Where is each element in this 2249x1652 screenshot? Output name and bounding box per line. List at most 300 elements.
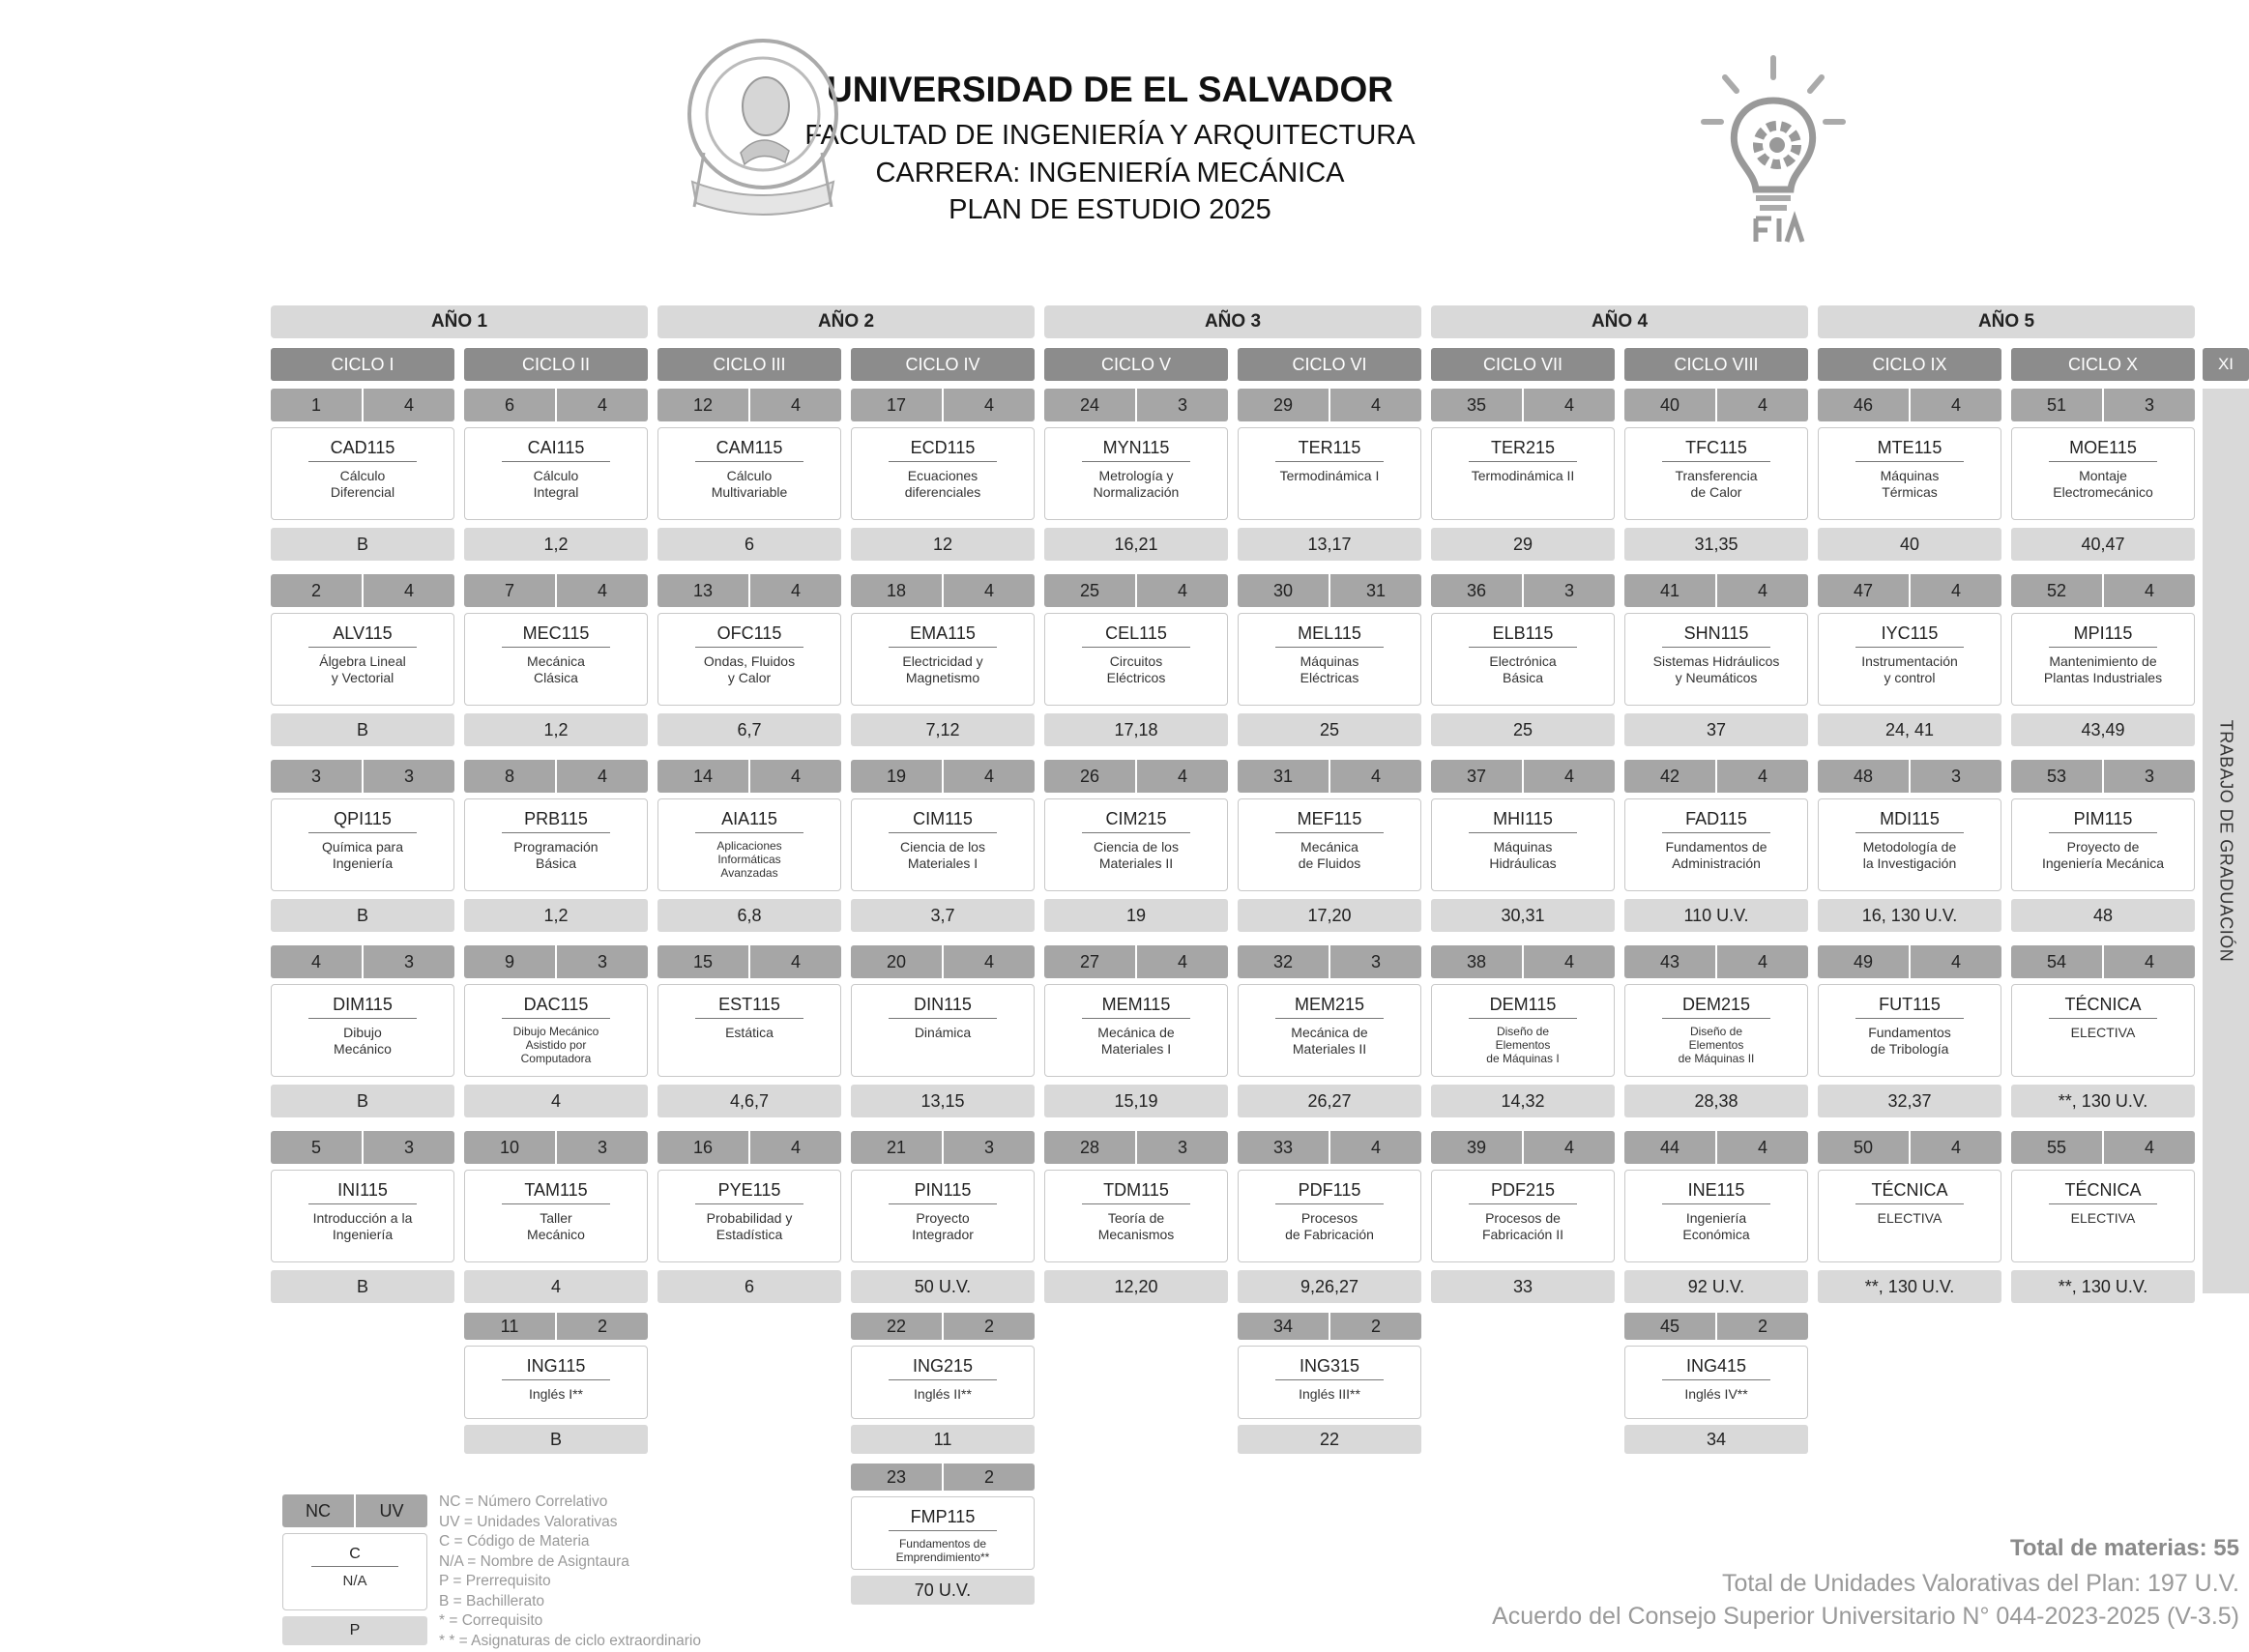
subject-code: MTE115 xyxy=(1855,438,1964,462)
legend-lines xyxy=(439,1493,701,1651)
subject-code: FUT115 xyxy=(1855,995,1964,1019)
subject-nc: 41 xyxy=(1624,574,1717,607)
subject-card xyxy=(851,984,1035,1077)
subject-nc: 11 xyxy=(464,1313,557,1340)
subject-nc-uv xyxy=(1044,389,1228,421)
subject-uv: 4 xyxy=(1177,767,1187,786)
cycle-header: CICLO IX xyxy=(1818,348,2001,381)
subject-nc: 22 xyxy=(851,1313,944,1340)
subject-nc-uv xyxy=(851,389,1035,421)
extra-subject-nc-uv xyxy=(464,1313,648,1340)
subject-code: FMP115 xyxy=(889,1507,997,1531)
subject-code: TFC115 xyxy=(1662,438,1770,462)
subject-prerequisite: 40,47 xyxy=(2011,528,2195,561)
header-title: UNIVERSIDAD DE EL SALVADOR xyxy=(827,70,1393,109)
subject-uv: 4 xyxy=(1370,1138,1381,1157)
subject-card xyxy=(271,1170,454,1262)
subject-code: TAM115 xyxy=(502,1180,610,1204)
subject-uv: 3 xyxy=(403,767,414,786)
subject-card xyxy=(657,1170,841,1262)
subject-nc-uv xyxy=(1624,574,1808,607)
subject-uv: 3 xyxy=(597,1138,607,1157)
subject-nc: 31 xyxy=(1238,760,1330,793)
subject-nc-uv xyxy=(657,574,841,607)
subject-name: Fundamentos de Tribología xyxy=(1868,1025,1951,1057)
subject-code: MEF115 xyxy=(1275,809,1384,833)
extra-subject-nc-uv xyxy=(851,1313,1035,1340)
subject-code: DAC115 xyxy=(502,995,610,1019)
subject-prerequisite: 50 U.V. xyxy=(851,1270,1035,1303)
subject-code: ING215 xyxy=(889,1356,997,1380)
subject-name: Inglés III** xyxy=(1299,1386,1360,1402)
subject-nc: 33 xyxy=(1238,1131,1330,1164)
subject-name: Termodinámica I xyxy=(1279,468,1380,483)
subject-uv: 3 xyxy=(1177,1138,1187,1157)
subject-prerequisite: 6 xyxy=(657,1270,841,1303)
subject-card xyxy=(1431,613,1615,706)
agreement-text: Acuerdo del Consejo Superior Universitario N° 044-2023-2025 (V-3.5) xyxy=(1492,1603,2239,1630)
subject-name: Inglés I** xyxy=(528,1386,584,1402)
subject-nc-uv xyxy=(657,760,841,793)
subject-name: Aplicaciones Informáticas Avanzadas xyxy=(716,839,782,880)
subject-nc: 55 xyxy=(2011,1131,2104,1164)
subject-code: PIN115 xyxy=(889,1180,997,1204)
subject-nc: 29 xyxy=(1238,389,1330,421)
subject-uv: 4 xyxy=(2144,952,2154,971)
subject-nc: 16 xyxy=(657,1131,750,1164)
subject-name: Mecánica de Materiales I xyxy=(1097,1025,1175,1057)
extra-subject-nc-uv xyxy=(1624,1313,1808,1340)
subject-card xyxy=(851,427,1035,520)
subject-name: Ciencia de los Materiales II xyxy=(1094,839,1179,871)
subject-nc-uv xyxy=(1624,1131,1808,1164)
subject-uv: 4 xyxy=(1950,1138,1961,1157)
subject-uv: 3 xyxy=(2144,395,2154,415)
subject-nc-uv xyxy=(464,1131,648,1164)
subject-nc-uv xyxy=(657,1131,841,1164)
subject-nc: 43 xyxy=(1624,945,1717,978)
subject-prerequisite: 92 U.V. xyxy=(1624,1270,1808,1303)
subject-name: Transferencia de Calor xyxy=(1675,468,1758,500)
cycle-header: CICLO IV xyxy=(851,348,1035,381)
cycle-header: CICLO V xyxy=(1044,348,1228,381)
subject-uv: 2 xyxy=(983,1317,994,1336)
legend-p: P xyxy=(282,1616,427,1645)
subject-nc-uv xyxy=(1431,945,1615,978)
subject-uv: 3 xyxy=(983,1138,994,1157)
subject-nc-uv xyxy=(2011,945,2195,978)
subject-card xyxy=(1431,1170,1615,1262)
subject-name: Diseño de Elementos de Máquinas I xyxy=(1486,1025,1560,1065)
subject-nc-uv xyxy=(464,389,648,421)
legend-line: B = Bachillerato xyxy=(439,1592,544,1609)
cycle-header: CICLO VIII xyxy=(1624,348,1808,381)
cycle-header: CICLO X xyxy=(2011,348,2195,381)
subject-code: MHI115 xyxy=(1469,809,1577,833)
subject-card xyxy=(464,427,648,520)
subject-code: ELB115 xyxy=(1469,623,1577,648)
subject-nc: 13 xyxy=(657,574,750,607)
subject-nc-uv xyxy=(1624,760,1808,793)
subject-prerequisite: 26,27 xyxy=(1238,1085,1421,1117)
subject-name: Ciencia de los Materiales I xyxy=(900,839,985,871)
subject-uv: 31 xyxy=(1365,581,1387,600)
subject-nc: 32 xyxy=(1238,945,1330,978)
subject-prerequisite: 3,7 xyxy=(851,899,1035,932)
subject-code: MEL115 xyxy=(1275,623,1384,648)
subject-prerequisite: 13,15 xyxy=(851,1085,1035,1117)
subject-prerequisite: 29 xyxy=(1431,528,1615,561)
subject-prerequisite: 6,7 xyxy=(657,713,841,746)
extra-subject-card xyxy=(1624,1346,1808,1419)
faculty-lightbulb-gear-logo xyxy=(1690,44,1864,244)
subject-nc-uv xyxy=(1431,574,1615,607)
subject-prerequisite: 37 xyxy=(1624,713,1808,746)
subject-prerequisite: 30,31 xyxy=(1431,899,1615,932)
subject-code: IYC115 xyxy=(1855,623,1964,648)
subject-prerequisite: 40 xyxy=(1818,528,2001,561)
subject-code: QPI115 xyxy=(308,809,417,833)
extra-subject-prerequisite: 11 xyxy=(851,1425,1035,1454)
subject-nc-uv xyxy=(1238,574,1421,607)
subject-code: TER115 xyxy=(1275,438,1384,462)
subject-card xyxy=(1818,613,2001,706)
subject-nc-uv xyxy=(657,945,841,978)
subject-uv: 3 xyxy=(1370,952,1381,971)
subject-code: CIM115 xyxy=(889,809,997,833)
subject-nc: 10 xyxy=(464,1131,557,1164)
subject-code: EST115 xyxy=(695,995,803,1019)
subject-code: PDF115 xyxy=(1275,1180,1384,1204)
subject-code: DIM115 xyxy=(308,995,417,1019)
year-header: AÑO 3 xyxy=(1044,305,1421,338)
subject-card xyxy=(1624,984,1808,1077)
subject-nc-uv xyxy=(1238,760,1421,793)
subject-nc-uv xyxy=(851,574,1035,607)
subject-nc: 25 xyxy=(1044,574,1137,607)
subject-name: Metrología y Normalización xyxy=(1093,468,1180,500)
subject-uv: 4 xyxy=(2144,581,2154,600)
subject-card xyxy=(2011,798,2195,891)
extra-subject-prerequisite: B xyxy=(464,1425,648,1454)
subject-uv: 4 xyxy=(983,395,994,415)
subject-uv: 3 xyxy=(403,1138,414,1157)
subject-uv: 2 xyxy=(1757,1317,1767,1336)
subject-nc: 48 xyxy=(1818,760,1911,793)
subject-nc: 17 xyxy=(851,389,944,421)
subject-uv: 4 xyxy=(1757,581,1767,600)
subject-prerequisite: 110 U.V. xyxy=(1624,899,1808,932)
subject-card xyxy=(657,427,841,520)
subject-card xyxy=(1238,613,1421,706)
subject-card xyxy=(271,984,454,1077)
subject-name: Cálculo Diferencial xyxy=(330,468,395,500)
subject-code: INE115 xyxy=(1662,1180,1770,1204)
subject-nc-uv xyxy=(851,945,1035,978)
legend-uv: UV xyxy=(379,1501,404,1521)
subject-nc-uv xyxy=(1044,1131,1228,1164)
header-plan: PLAN DE ESTUDIO 2025 xyxy=(949,194,1271,225)
subject-prerequisite: 25 xyxy=(1431,713,1615,746)
subject-code: TÉCNICA xyxy=(2049,995,2157,1019)
subject-card xyxy=(1624,1170,1808,1262)
subject-nc-uv xyxy=(1818,574,2001,607)
subject-name: Álgebra Lineal y Vectorial xyxy=(319,653,406,685)
subject-name: Programación Básica xyxy=(513,839,599,871)
subject-card xyxy=(851,613,1035,706)
ciclo-xi-header: XI xyxy=(2203,348,2249,381)
subject-uv: 3 xyxy=(2144,767,2154,786)
subject-nc: 34 xyxy=(1238,1313,1330,1340)
subject-name: Mecánica de Fluidos xyxy=(1298,839,1361,871)
legend-line: P = Prerrequisito xyxy=(439,1573,551,1589)
subject-nc: 1 xyxy=(271,389,364,421)
legend-line: N/A = Nombre de Asigntaura xyxy=(439,1552,629,1570)
subject-uv: 4 xyxy=(790,395,801,415)
subject-nc-uv xyxy=(1238,945,1421,978)
year-header: AÑO 5 xyxy=(1818,305,2195,338)
subject-code: DEM215 xyxy=(1662,995,1770,1019)
subject-name: Dinámica xyxy=(914,1025,972,1040)
subject-prerequisite: 12,20 xyxy=(1044,1270,1228,1303)
subject-uv: 2 xyxy=(597,1317,607,1336)
subject-code: PDF215 xyxy=(1469,1180,1577,1204)
subject-nc: 38 xyxy=(1431,945,1524,978)
subject-prerequisite: 4 xyxy=(464,1270,648,1303)
subject-card xyxy=(1044,427,1228,520)
extra-subject-nc-uv xyxy=(1238,1313,1421,1340)
subject-code: MEM115 xyxy=(1082,995,1190,1019)
subject-nc: 37 xyxy=(1431,760,1524,793)
subject-nc: 40 xyxy=(1624,389,1717,421)
legend-card xyxy=(282,1533,427,1610)
subject-nc-uv xyxy=(1624,945,1808,978)
subject-name: Mecánica Clásica xyxy=(527,653,585,685)
subject-name: Química para Ingeniería xyxy=(321,839,404,871)
subject-card xyxy=(271,613,454,706)
subject-nc: 49 xyxy=(1818,945,1911,978)
subject-name: Procesos de Fabricación II xyxy=(1481,1210,1564,1242)
subject-prerequisite: 7,12 xyxy=(851,713,1035,746)
subject-prerequisite: 43,49 xyxy=(2011,713,2195,746)
subject-nc-uv xyxy=(851,1131,1035,1164)
subject-prerequisite: 19 xyxy=(1044,899,1228,932)
subject-nc: 20 xyxy=(851,945,944,978)
subject-prerequisite: 32,37 xyxy=(1818,1085,2001,1117)
subject-card xyxy=(1044,798,1228,891)
subject-nc: 28 xyxy=(1044,1131,1137,1164)
subject-nc: 3 xyxy=(271,760,364,793)
subject-nc-uv xyxy=(271,574,454,607)
subject-prerequisite: 1,2 xyxy=(464,899,648,932)
subject-nc-uv xyxy=(1818,945,2001,978)
subject-nc-uv xyxy=(464,760,648,793)
subject-code: OFC115 xyxy=(695,623,803,648)
subject-name: Procesos de Fabricación xyxy=(1285,1210,1374,1242)
subject-uv: 2 xyxy=(983,1467,994,1487)
subject-card xyxy=(1431,427,1615,520)
subject-prerequisite: 33 xyxy=(1431,1270,1615,1303)
subject-prerequisite: 16,21 xyxy=(1044,528,1228,561)
subject-prerequisite: **, 130 U.V. xyxy=(2011,1270,2195,1303)
subject-code: CAM115 xyxy=(695,438,803,462)
subject-uv: 4 xyxy=(1563,395,1574,415)
subject-nc: 44 xyxy=(1624,1131,1717,1164)
subject-card xyxy=(1044,1170,1228,1262)
subject-card xyxy=(271,427,454,520)
subject-nc: 50 xyxy=(1818,1131,1911,1164)
subject-uv: 4 xyxy=(790,952,801,971)
graduation-work-label: TRABAJO DE GRADUACIÓN xyxy=(2216,719,2236,963)
subject-code: INI115 xyxy=(308,1180,417,1204)
subject-code: PYE115 xyxy=(695,1180,803,1204)
subject-nc: 46 xyxy=(1818,389,1911,421)
subject-nc-uv xyxy=(851,760,1035,793)
subject-nc-uv xyxy=(464,574,648,607)
subject-prerequisite: 4,6,7 xyxy=(657,1085,841,1117)
total-subjects: Total de materias: 55 xyxy=(2010,1535,2239,1561)
subject-name: Proyecto Integrador xyxy=(912,1210,974,1242)
subject-prerequisite: 12 xyxy=(851,528,1035,561)
subject-prerequisite: 9,26,27 xyxy=(1238,1270,1421,1303)
subject-card xyxy=(1624,427,1808,520)
subject-uv: 4 xyxy=(790,1138,801,1157)
subject-uv: 4 xyxy=(1177,952,1187,971)
subject-uv: 4 xyxy=(403,395,414,415)
legend-line: NC = Número Correlativo xyxy=(439,1493,608,1510)
subject-nc-uv xyxy=(1044,945,1228,978)
subject-nc: 42 xyxy=(1624,760,1717,793)
subject-nc-uv xyxy=(2011,760,2195,793)
subject-card xyxy=(1238,984,1421,1077)
subject-prerequisite: 14,32 xyxy=(1431,1085,1615,1117)
subject-code: AIA115 xyxy=(695,809,803,833)
subject-uv: 4 xyxy=(1563,1138,1574,1157)
graduation-work-bar xyxy=(2203,389,2249,1293)
subject-prerequisite: 28,38 xyxy=(1624,1085,1808,1117)
subject-name: Fundamentos de Emprendimiento** xyxy=(895,1537,990,1564)
subject-card xyxy=(464,984,648,1077)
subject-uv: 4 xyxy=(1757,395,1767,415)
legend-c: C xyxy=(311,1546,398,1567)
total-uv: Total de Unidades Valorativas del Plan: 197 U.V. xyxy=(1721,1570,2239,1597)
subject-nc: 24 xyxy=(1044,389,1137,421)
subject-uv: 4 xyxy=(790,581,801,600)
subject-card xyxy=(1238,798,1421,891)
subject-nc-uv xyxy=(2011,1131,2195,1164)
subject-uv: 4 xyxy=(1563,952,1574,971)
cycle-header: CICLO III xyxy=(657,348,841,381)
subject-card xyxy=(464,1170,648,1262)
subject-nc: 36 xyxy=(1431,574,1524,607)
subject-uv: 4 xyxy=(1370,767,1381,786)
subject-nc-uv xyxy=(271,945,454,978)
subject-uv: 4 xyxy=(1757,1138,1767,1157)
subject-name: Cálculo Integral xyxy=(533,468,579,500)
subject-nc: 18 xyxy=(851,574,944,607)
subject-nc-uv xyxy=(1238,389,1421,421)
year-header: AÑO 2 xyxy=(657,305,1035,338)
subject-nc: 9 xyxy=(464,945,557,978)
subject-uv: 3 xyxy=(403,952,414,971)
subject-code: MPI115 xyxy=(2049,623,2157,648)
legend-line: C = Código de Materia xyxy=(439,1533,590,1550)
subject-card xyxy=(464,613,648,706)
subject-code: MOE115 xyxy=(2049,438,2157,462)
extra-subject-prerequisite: 70 U.V. xyxy=(851,1576,1035,1605)
subject-nc: 54 xyxy=(2011,945,2104,978)
cycle-header: CICLO II xyxy=(464,348,648,381)
subject-code: TÉCNICA xyxy=(1855,1180,1964,1204)
subject-prerequisite: B xyxy=(271,1085,454,1117)
subject-prerequisite: B xyxy=(271,713,454,746)
subject-card xyxy=(1818,1170,2001,1262)
subject-uv: 4 xyxy=(403,581,414,600)
subject-code: CIM215 xyxy=(1082,809,1190,833)
extra-subject-card xyxy=(1238,1346,1421,1419)
subject-name: Dibujo Mecánico xyxy=(334,1025,392,1057)
subject-nc-uv xyxy=(2011,574,2195,607)
subject-card xyxy=(1431,798,1615,891)
subject-nc: 5 xyxy=(271,1131,364,1164)
subject-nc: 6 xyxy=(464,389,557,421)
subject-uv: 4 xyxy=(597,581,607,600)
subject-name: ELECTIVA xyxy=(1877,1210,1942,1226)
subject-prerequisite: 6,8 xyxy=(657,899,841,932)
subject-nc-uv xyxy=(1818,389,2001,421)
subject-prerequisite: 31,35 xyxy=(1624,528,1808,561)
subject-nc: 7 xyxy=(464,574,557,607)
subject-code: MEM215 xyxy=(1275,995,1384,1019)
subject-prerequisite: 16, 130 U.V. xyxy=(1818,899,2001,932)
subject-nc-uv xyxy=(1624,389,1808,421)
subject-card xyxy=(1238,427,1421,520)
subject-prerequisite: B xyxy=(271,899,454,932)
subject-prerequisite: 1,2 xyxy=(464,528,648,561)
subject-name: ELECTIVA xyxy=(2070,1210,2136,1226)
subject-prerequisite: **, 130 U.V. xyxy=(2011,1085,2195,1117)
subject-nc-uv xyxy=(1044,760,1228,793)
subject-prerequisite: B xyxy=(271,528,454,561)
subject-prerequisite: 25 xyxy=(1238,713,1421,746)
header-faculty: FACULTAD DE INGENIERÍA Y ARQUITECTURA xyxy=(804,120,1416,151)
subject-code: PRB115 xyxy=(502,809,610,833)
subject-name: Metodología de la Investigación xyxy=(1862,839,1957,871)
subject-name: Dibujo Mecánico Asistido por Computadora xyxy=(512,1025,599,1065)
legend-line: * = Correquisito xyxy=(439,1612,543,1629)
subject-nc-uv xyxy=(1044,574,1228,607)
extra-subject-card xyxy=(851,1346,1035,1419)
subject-name: Introducción a la Ingeniería xyxy=(312,1210,413,1242)
subject-nc: 8 xyxy=(464,760,557,793)
subject-prerequisite: 17,18 xyxy=(1044,713,1228,746)
subject-nc-uv xyxy=(1818,760,2001,793)
subject-card xyxy=(2011,427,2195,520)
subject-uv: 3 xyxy=(1563,581,1574,600)
subject-code: ING115 xyxy=(502,1356,610,1380)
subject-nc: 30 xyxy=(1238,574,1330,607)
subject-prerequisite: 24, 41 xyxy=(1818,713,2001,746)
subject-card xyxy=(851,1170,1035,1262)
subject-code: TÉCNICA xyxy=(2049,1180,2157,1204)
extra-subject-prerequisite: 22 xyxy=(1238,1425,1421,1454)
subject-nc: 39 xyxy=(1431,1131,1524,1164)
subject-name: Ingeniería Económica xyxy=(1682,1210,1750,1242)
subject-name: Máquinas Hidráulicas xyxy=(1489,839,1557,871)
subject-nc-uv xyxy=(271,1131,454,1164)
subject-code: ING415 xyxy=(1662,1356,1770,1380)
subject-card xyxy=(2011,613,2195,706)
